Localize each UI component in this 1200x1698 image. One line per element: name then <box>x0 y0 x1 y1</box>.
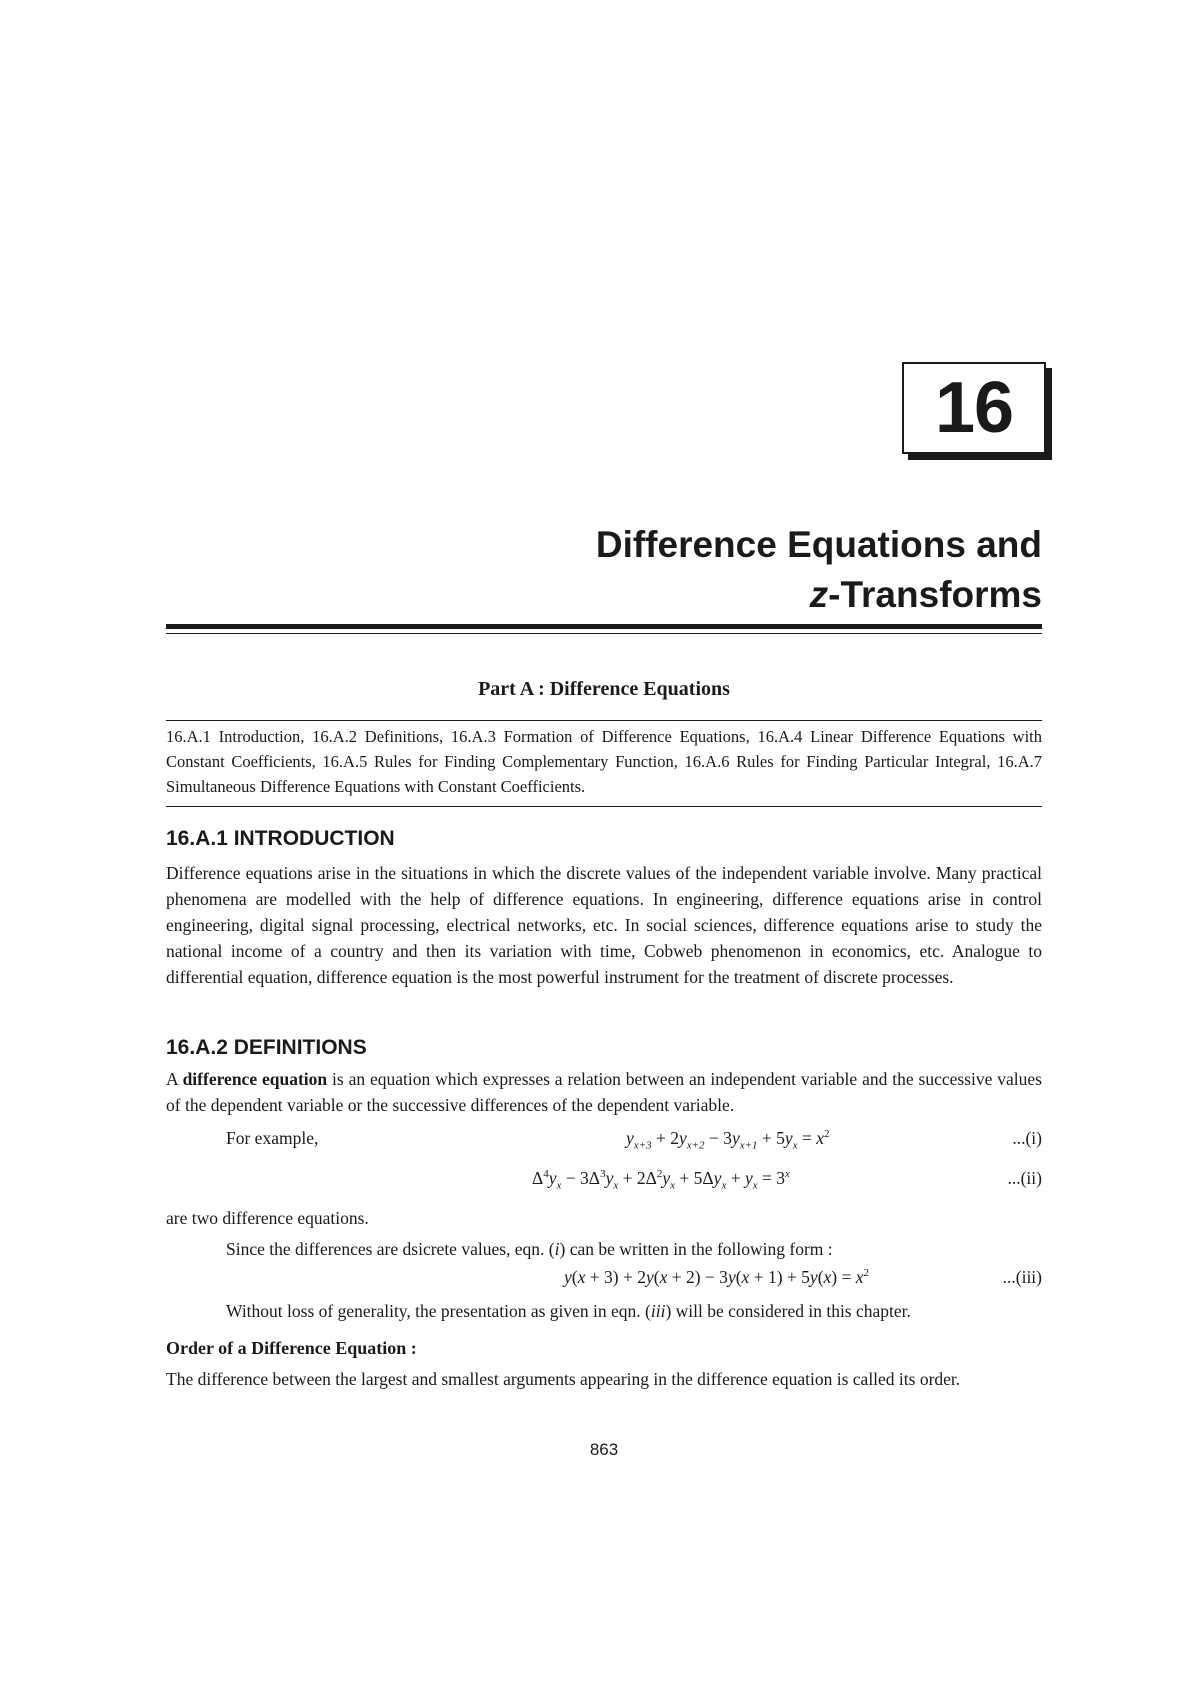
without-prefix: Without loss of generality, the presentation as given in eqn. ( <box>226 1301 651 1321</box>
chapter-title-line-1: Difference Equations and <box>595 524 1042 565</box>
equation-row-3 <box>166 1267 1042 1297</box>
equation-3: $y(x + 3) + 2y(x + 2) - 3y(x + 1) + 5y(x) = x^2$ <box>564 1267 870 1287</box>
definition-paragraph <box>166 1066 1042 1118</box>
definition-term: difference equation <box>182 1069 328 1089</box>
order-paragraph: The difference between the largest and smallest arguments appearing in the difference equation is called its order. <box>166 1369 961 1389</box>
section-heading-introduction: 16.A.1 INTRODUCTION <box>166 827 395 850</box>
chapter-title-z: z <box>809 574 829 615</box>
equation-1: $y_{x+3} + 2y_{x+2} - 3y_{x+1} + 5y_x = x^2$ <box>626 1128 830 1152</box>
chapter-title <box>596 520 1042 620</box>
chapter-number-box <box>902 362 1046 454</box>
after-equations-text: are two difference equations. <box>166 1208 369 1228</box>
without-suffix: ) will be considered in this chapter. <box>665 1301 911 1321</box>
without-ref: iii <box>650 1301 666 1321</box>
generality-paragraph <box>226 1298 1042 1324</box>
equation-3-tag: ...(iii) <box>1002 1267 1042 1287</box>
definition-text: is an equation which expresses a relation between an independent variable and the successive values of the dependent variable or the successive differences of the dependent variable. <box>166 1069 1042 1115</box>
definition-prefix: A <box>166 1069 183 1089</box>
order-heading: Order of a Difference Equation : <box>166 1338 417 1358</box>
since-suffix: ) can be written in the following form : <box>559 1239 833 1259</box>
chapter-title-transforms: -Transforms <box>828 574 1042 615</box>
equation-2-tag: ...(ii) <box>1007 1168 1042 1188</box>
since-prefix: Since the differences are dsicrete values, eqn. ( <box>226 1239 555 1259</box>
title-rule-thick <box>166 624 1042 629</box>
equation-1-tag: ...(i) <box>1012 1128 1042 1148</box>
chapter-number: 16 <box>934 368 1014 448</box>
equation-2: $\Delta^4y_x - 3\Delta^3y_x + 2\Delta^2y_x + 5\Delta y_x + y_x = 3^x$ <box>532 1168 790 1192</box>
introduction-paragraph: Difference equations arise in the situations in which the discrete values of the independent variable involve. Many practical phenomena are modelled with the help of difference equations. In engineering, difference equations arise in control engineering, digital signal processing, electrical networks, etc. In social sciences, difference equations arise to study the national income of a country and then its variation with time, Cobweb phenomenon in economics, etc. Analogue to differential equation, difference equation is the most powerful instrument for the treatment of discrete processes. <box>166 863 1042 987</box>
chapter-title-line-2 <box>596 570 1042 620</box>
section-heading-definitions: 16.A.2 DEFINITIONS <box>166 1036 367 1059</box>
toc-rule-top <box>166 720 1042 721</box>
equation-row-1 <box>166 1128 1042 1158</box>
toc-rule-bottom <box>166 806 1042 807</box>
since-paragraph <box>226 1236 1042 1262</box>
since-ref: i <box>554 1239 560 1259</box>
section-contents-list: 16.A.1 Introduction, 16.A.2 Definitions, 16.A.3 Formation of Difference Equations, 16.A.4 Linear Difference Equations with Constant Coefficients, 16.A.5 Rules for Finding Complementary Function, 16.A.6 Rules for Finding Particular Integral, 16.A.7 Simultaneous Difference Equations with Constant Coefficients. <box>166 727 1042 796</box>
example-lead: For example, <box>226 1128 319 1148</box>
part-heading: Part A : Difference Equations <box>478 678 730 700</box>
equation-row-2 <box>166 1168 1042 1198</box>
page-number: 863 <box>589 1440 619 1459</box>
title-rule-thin <box>166 633 1042 634</box>
